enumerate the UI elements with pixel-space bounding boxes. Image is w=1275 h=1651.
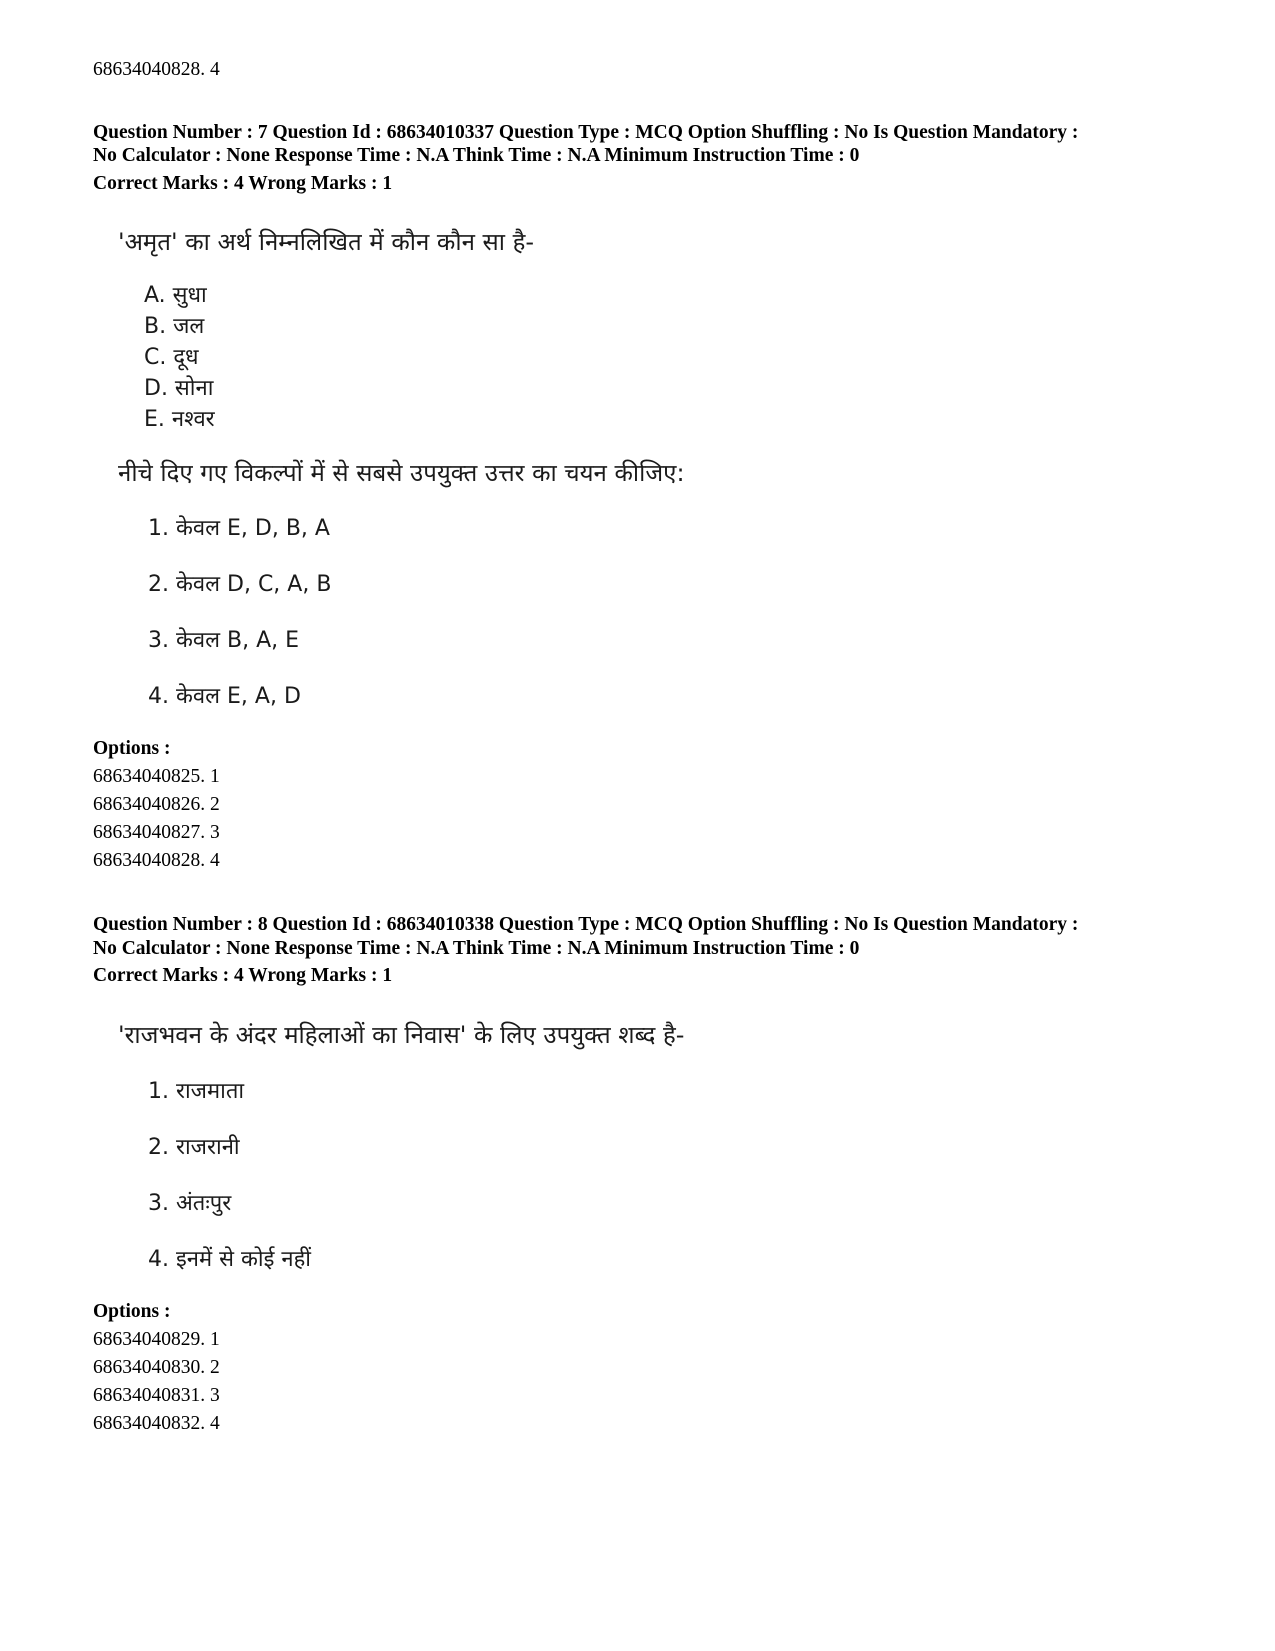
option-id: 68634040829. 1 — [93, 1329, 220, 1350]
answer-choice: 3. अंतःपुर — [148, 1191, 232, 1216]
option-id: 68634040827. 3 — [93, 822, 220, 843]
option-id: 68634040832. 4 — [93, 1413, 220, 1434]
statement-item: C. दूध — [144, 345, 199, 370]
answer-choice: 2. राजरानी — [148, 1135, 240, 1160]
option-id: 68634040825. 1 — [93, 766, 220, 787]
question-header-line1: Question Number : 7 Question Id : 68634010337 Question Type : MCQ Option Shuffling : No Is Question Mandatory : — [93, 122, 1079, 143]
option-id: 68634040831. 3 — [93, 1385, 220, 1406]
question-marks: Correct Marks : 4 Wrong Marks : 1 — [93, 173, 393, 194]
previous-question-last-option: 68634040828. 4 — [93, 59, 220, 80]
options-label: Options : — [93, 738, 171, 759]
answer-choice: 2. केवल D, C, A, B — [148, 572, 332, 597]
answer-choice: 3. केवल B, A, E — [148, 628, 300, 653]
answer-choice: 4. इनमें से कोई नहीं — [148, 1247, 311, 1272]
statement-item: A. सुधा — [144, 283, 207, 308]
statement-item: D. सोना — [144, 376, 214, 401]
option-id: 68634040830. 2 — [93, 1357, 220, 1378]
question-header-line1: Question Number : 8 Question Id : 68634010338 Question Type : MCQ Option Shuffling : No Is Question Mandatory : — [93, 914, 1079, 935]
answer-choice: 1. राजमाता — [148, 1079, 245, 1104]
statement-item: E. नश्वर — [144, 407, 215, 432]
options-label: Options : — [93, 1301, 171, 1322]
answer-choice: 1. केवल E, D, B, A — [148, 516, 330, 541]
question-header-line2: No Calculator : None Response Time : N.A Think Time : N.A Minimum Instruction Time : 0 — [93, 145, 860, 166]
question-stem: 'अमृत' का अर्थ निम्नलिखित में कौन कौन सा है- — [118, 228, 535, 256]
question-header-line2: No Calculator : None Response Time : N.A Think Time : N.A Minimum Instruction Time : 0 — [93, 938, 860, 959]
answer-choice: 4. केवल E, A, D — [148, 684, 301, 709]
question-marks: Correct Marks : 4 Wrong Marks : 1 — [93, 965, 393, 986]
option-id: 68634040828. 4 — [93, 850, 220, 871]
option-id: 68634040826. 2 — [93, 794, 220, 815]
question-stem: 'राजभवन के अंदर महिलाओं का निवास' के लिए उपयुक्त शब्द है- — [118, 1021, 685, 1049]
question-instruction: नीचे दिए गए विकल्पों में से सबसे उपयुक्त उत्तर का चयन कीजिए: — [118, 459, 685, 487]
statement-item: B. जल — [144, 314, 205, 339]
